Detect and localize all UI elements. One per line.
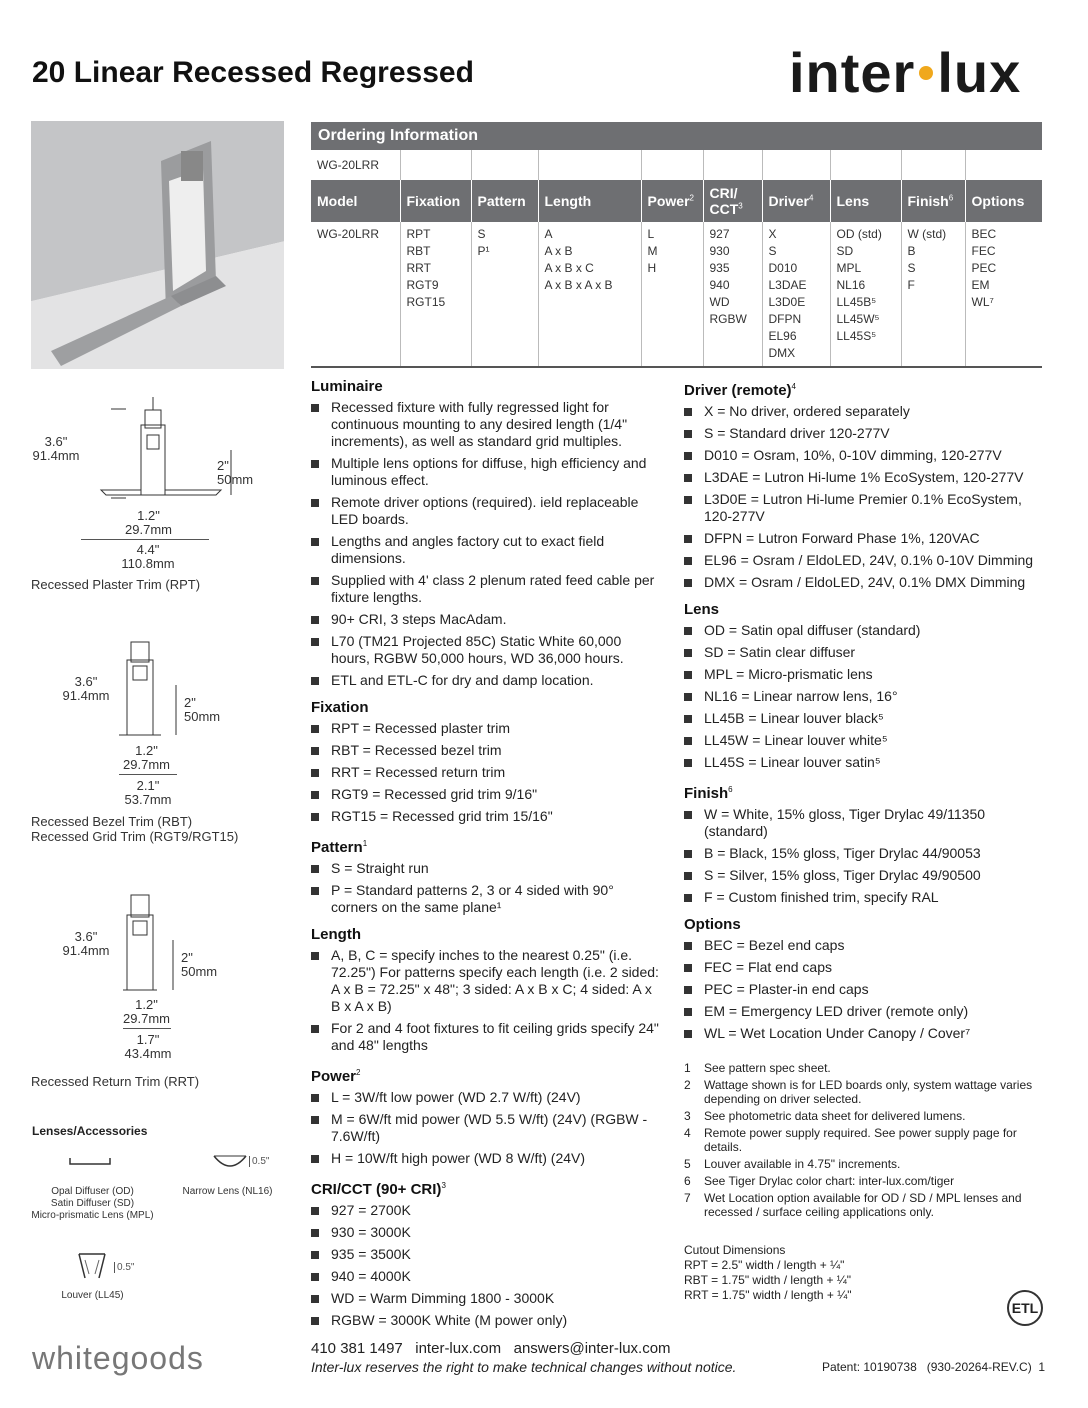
lens-item: LL45W = Linear louver white⁵ [684,732,1049,749]
column-values-lens [830,222,901,367]
option-code: SD [836,244,854,258]
driver-item: D010 = Osram, 10%, 0-10V dimming, 120-277V [684,447,1049,464]
product-photo-illustration [31,121,284,369]
page-title: 20 Linear Recessed Regressed [32,56,474,89]
option-code: L3D0E [768,295,806,309]
power-item: L = 3W/ft low power (WD 2.7 W/ft) (24V) [311,1089,661,1106]
cutout-heading: Cutout Dimensions [684,1243,786,1257]
cri-item: 930 = 3000K [311,1224,661,1241]
ordering-information [311,122,1042,368]
luminaire-list [311,399,661,689]
pattern-list [311,860,661,916]
pattern-item: P = Standard patterns 2, 3 or 4 sided with 90° corners on the same plane¹ [311,882,661,916]
lens-item: OD = Satin opal diffuser (standard) [684,622,1049,639]
pattern-heading: Pattern$^1$ [311,839,368,856]
option-code: X [768,227,777,241]
lens-item: NL16 = Linear narrow lens, 16° [684,688,1049,705]
rpt-width2: 4.4" 110.8mm [121,542,175,571]
cutout-dimensions [684,1243,852,1303]
finish-item: W = White, 15% gloss, Tiger Drylac 49/11350 (standard) [684,806,1049,840]
driver-item: S = Standard driver 120-277V [684,425,1049,442]
column-header-pattern: Pattern [471,180,538,222]
rpt-caption: Recessed Plaster Trim (RPT) [31,577,201,592]
option-code: 935 [709,261,730,275]
luminaire-item: Remote driver options (required). ield replaceable LED boards. [311,494,661,528]
ordering-header: Ordering Information [311,122,1042,150]
option-code: D010 [768,261,798,275]
rpt-height: 3.6" 91.4mm [32,434,80,463]
option-code: RPT [406,227,431,241]
power-list [311,1089,661,1167]
option-code: L3DAE [768,278,807,292]
option-code: LL45B⁵ [836,295,877,309]
option-code: M [647,244,658,258]
option-code: RGBW [709,312,747,326]
disclaimer: Inter-lux reserves the right to make technical changes without notice. [311,1359,737,1375]
luminaire-item: Lengths and angles factory cut to exact field dimensions. [311,533,661,567]
rrt-width2: 1.7" 43.4mm [124,1032,172,1061]
length-list [311,947,661,1054]
option-code: L [647,227,655,241]
option-code: H [647,261,657,275]
lens-item: LL45S = Linear louver satin⁵ [684,754,1049,771]
column-header-options: Options [965,180,1042,222]
lens-item: LL45B = Linear louver black⁵ [684,710,1049,727]
column-header-fixation: Fixation [400,180,471,222]
footnote: 3 See photometric data sheet for delivered lumens. [684,1109,966,1123]
column-header-model: Model [311,180,400,222]
rrt-width-line [123,1028,171,1029]
option-code: EM [971,278,990,292]
cri-item: RGBW = 3000K White (M power only) [311,1312,661,1329]
option-code: NL16 [836,278,866,292]
middle-column [311,378,661,1334]
logo-right: lux [937,41,1022,104]
option-code: WD [709,295,730,309]
rbt-width-line [119,774,177,775]
fixation-item: RRT = Recessed return trim [311,764,661,781]
column-values-length [538,222,641,367]
luminaire-item: Recessed fixture with fully regressed light for continuous mounting to any desired length (1/4" increments), as well as standard grid multiples. [311,399,661,450]
luminaire-item: L70 (TM21 Projected 85C) Static White 60,000 hours, RGBW 50,000 hours, WD 36,000 hours. [311,633,661,667]
option-code: FEC [971,244,996,258]
lens-item: MPL = Micro-prismatic lens [684,666,1049,683]
lenses-heading: Lenses/Accessories [32,1124,148,1138]
rgt-caption: Recessed Grid Trim (RGT9/RGT15) [31,829,239,844]
column-header-lens: Lens [830,180,901,222]
cri-item: 935 = 3500K [311,1246,661,1263]
cri-item: WD = Warm Dimming 1800 - 3000K [311,1290,661,1307]
option-code: RGT9 [406,278,439,292]
options-item: PEC = Plaster-in end caps [684,981,1049,998]
option-code: EL96 [768,329,797,343]
power-heading: Power$^2$ [311,1068,361,1085]
interlux-logo [789,40,1021,105]
luminaire-item: Supplied with 4' class 2 plenum rated feed cable per fixture lengths. [311,572,661,606]
column-header-driver: Driver$^4$ [762,180,830,222]
rrt-width1: 1.2" 29.7mm [123,997,170,1026]
option-code: OD (std) [836,227,882,241]
rpt-width1: 1.2" 29.7mm [125,508,172,537]
logo-dot-icon [919,66,933,80]
option-code: WL⁷ [971,295,994,309]
option-code: S [768,244,777,258]
footnote: 5 Louver available in 4.75" increments. [684,1157,901,1171]
fixation-list [311,720,661,825]
options-item: EM = Emergency LED driver (remote only) [684,1003,1049,1020]
logo-left: inter [789,41,916,104]
louver-icon [75,1250,109,1282]
luminaire-item: 90+ CRI, 3 steps MacAdam. [311,611,661,628]
luminaire-item: ETL and ETL-C for dry and damp location. [311,672,661,689]
length-item: A, B, C = specify inches to the nearest 0.25" (i.e. 72.25") For patterns specify each length (i.e. 2 sided: A x B = 72.25" x 48"; 3 sided: A x B x C; 4 sided: A x B x A x B) [311,947,661,1015]
column-values-options [965,222,1042,367]
whitegoods-brand: whitegoods [32,1340,204,1376]
option-code: P¹ [477,244,490,258]
option-code: PEC [971,261,997,275]
finish-heading: Finish$^6$ [684,785,733,802]
column-header-power: Power$^2$ [641,180,703,222]
driver-item: EL96 = Osram / EldoLED, 24V, 0.1% 0-10V Dimming [684,552,1049,569]
rbt-caption: Recessed Bezel Trim (RBT) [31,814,193,829]
rrt-height: 3.6" 91.4mm [62,929,110,958]
finish-item: F = Custom finished trim, specify RAL [684,889,1049,906]
rpt-side: 2" 50mm [217,458,254,487]
narrow-dim: 0.5" [249,1156,269,1167]
footnote: 6 See Tiger Drylac color chart: inter-lux.com/tiger [684,1174,955,1188]
fixation-item: RBT = Recessed bezel trim [311,742,661,759]
fixation-item: RGT15 = Recessed grid trim 15/16" [311,808,661,825]
opal-caption: Opal Diffuser (OD) Satin Diffuser (SD) Micro-prismatic Lens (MPL) [31,1186,154,1221]
cri-item: 927 = 2700K [311,1202,661,1219]
cri-list [311,1202,661,1329]
option-code: DFPN [768,312,802,326]
column-values-row [311,222,1042,367]
option-code: F [907,278,915,292]
options-item: BEC = Bezel end caps [684,937,1049,954]
model-code-row [311,150,1042,180]
driver-item: L3D0E = Lutron Hi-lume Premier 0.1% EcoSystem, 120-277V [684,491,1049,525]
option-code: WG-20LRR [317,227,380,241]
footnote: 7 Wet Location option available for OD / SD / MPL lenses and recessed / surface ceiling applications only. [684,1191,1022,1219]
option-code: DMX [768,346,796,360]
fixation-item: RGT9 = Recessed grid trim 9/16" [311,786,661,803]
driver-item: DFPN = Lutron Forward Phase 1%, 120VAC [684,530,1049,547]
narrow-caption: Narrow Lens (NL16) [182,1186,273,1197]
option-code: 930 [709,244,730,258]
driver-list [684,403,1049,591]
column-values-model [311,222,400,367]
right-column [684,378,1049,1052]
luminaire-heading: Luminaire [311,378,383,395]
ordering-table [311,150,1042,368]
lens-heading: Lens [684,601,720,618]
option-code: RGT15 [406,295,446,309]
driver-item: X = No driver, ordered separately [684,403,1049,420]
options-item: WL = Wet Location Under Canopy / Cover⁷ [684,1025,1049,1042]
option-code: RBT [406,244,431,258]
rbt-width2: 2.1" 53.7mm [124,778,172,807]
product-photo [31,121,284,369]
option-code: BEC [971,227,997,241]
option-code: RRT [406,261,431,275]
column-header-length: Length [538,180,641,222]
option-code: S [477,227,486,241]
option-code: A x B [544,244,573,258]
column-values-cri-cct [703,222,762,367]
option-code: S [907,261,916,275]
column-header-cri-cct: CRI/ CCT$^3$ [703,180,762,222]
lens-item: SD = Satin clear diffuser [684,644,1049,661]
footnote: 4 Remote power supply required. See power supply page for details. [684,1126,1017,1154]
pattern-item: S = Straight run [311,860,661,877]
finish-list [684,806,1049,906]
cutout-rpt: RPT = 2.5" width / length + ¼" [684,1258,845,1272]
options-item: FEC = Flat end caps [684,959,1049,976]
patent-line: Patent: 10190738 (930-20264-REV.C) 1 [822,1360,1046,1374]
model-code: WG-20LRR [317,158,380,172]
option-code: A [544,227,553,241]
option-code: B [907,244,916,258]
cri-heading: CRI/CCT (90+ CRI)$^3$ [311,1181,446,1198]
rbt-width1: 1.2" 29.7mm [123,743,170,772]
column-values-driver [762,222,830,367]
lens-list [684,622,1049,771]
rbt-height: 3.6" 91.4mm [62,674,110,703]
column-header-finish: Finish$^6$ [901,180,965,222]
option-code: 927 [709,227,730,241]
length-heading: Length [311,926,361,943]
options-list [684,937,1049,1042]
column-values-fixation [400,222,471,367]
option-code: MPL [836,261,862,275]
rbt-side: 2" 50mm [184,695,221,724]
column-values-pattern [471,222,538,367]
option-code: LL45W⁵ [836,312,880,326]
footnote: 2 Wattage shown is for LED boards only, system wattage varies depending on driver selected. [684,1078,1033,1106]
diagram-rpt [31,395,286,595]
etl-certification-icon: ETL [1007,1290,1043,1326]
option-code: A x B x C [544,261,594,275]
fixation-item: RPT = Recessed plaster trim [311,720,661,737]
options-heading: Options [684,916,741,933]
option-code: A x B x A x B [544,278,613,292]
louver-dim: 0.5" [114,1262,134,1273]
option-code: LL45S⁵ [836,329,877,343]
footnote: 1 See pattern spec sheet. [684,1061,831,1075]
finish-item: S = Silver, 15% gloss, Tiger Drylac 49/90500 [684,867,1049,884]
rpt-width-line [81,539,209,540]
footnotes [684,1061,1054,1222]
column-header-row [311,180,1042,222]
narrow-lens-icon [210,1152,250,1172]
column-values-finish [901,222,965,367]
diagram-rbt [31,630,286,845]
driver-item: DMX = Osram / EldoLED, 24V, 0.1% DMX Dimming [684,574,1049,591]
driver-heading: Driver (remote)$^4$ [684,382,796,399]
driver-item: L3DAE = Lutron Hi-lume 1% EcoSystem, 120-277V [684,469,1049,486]
rrt-side: 2" 50mm [181,950,218,979]
power-item: H = 10W/ft high power (WD 8 W/ft) (24V) [311,1150,661,1167]
column-values-power [641,222,703,367]
option-code: W (std) [907,227,947,241]
fixation-heading: Fixation [311,699,369,716]
length-item: For 2 and 4 foot fixtures to fit ceiling grids specify 24" and 48" lengths [311,1020,661,1054]
louver-caption: Louver (LL45) [61,1290,124,1301]
option-code: 940 [709,278,730,292]
contact-line: 410 381 1497 inter-lux.com answers@inter-lux.com [311,1340,671,1357]
diagram-rrt [31,885,286,1095]
luminaire-item: Multiple lens options for diffuse, high efficiency and luminous effect. [311,455,661,489]
opal-diffuser-icon [68,1156,112,1168]
cutout-rrt: RRT = 1.75" width / length + ¼" [684,1288,852,1302]
cutout-rbt: RBT = 1.75" width / length + ¼" [684,1273,852,1287]
rrt-caption: Recessed Return Trim (RRT) [31,1074,200,1089]
cri-item: 940 = 4000K [311,1268,661,1285]
power-item: M = 6W/ft mid power (WD 5.5 W/ft) (24V) (RGBW - 7.6W/ft) [311,1111,661,1145]
finish-item: B = Black, 15% gloss, Tiger Drylac 44/90053 [684,845,1049,862]
